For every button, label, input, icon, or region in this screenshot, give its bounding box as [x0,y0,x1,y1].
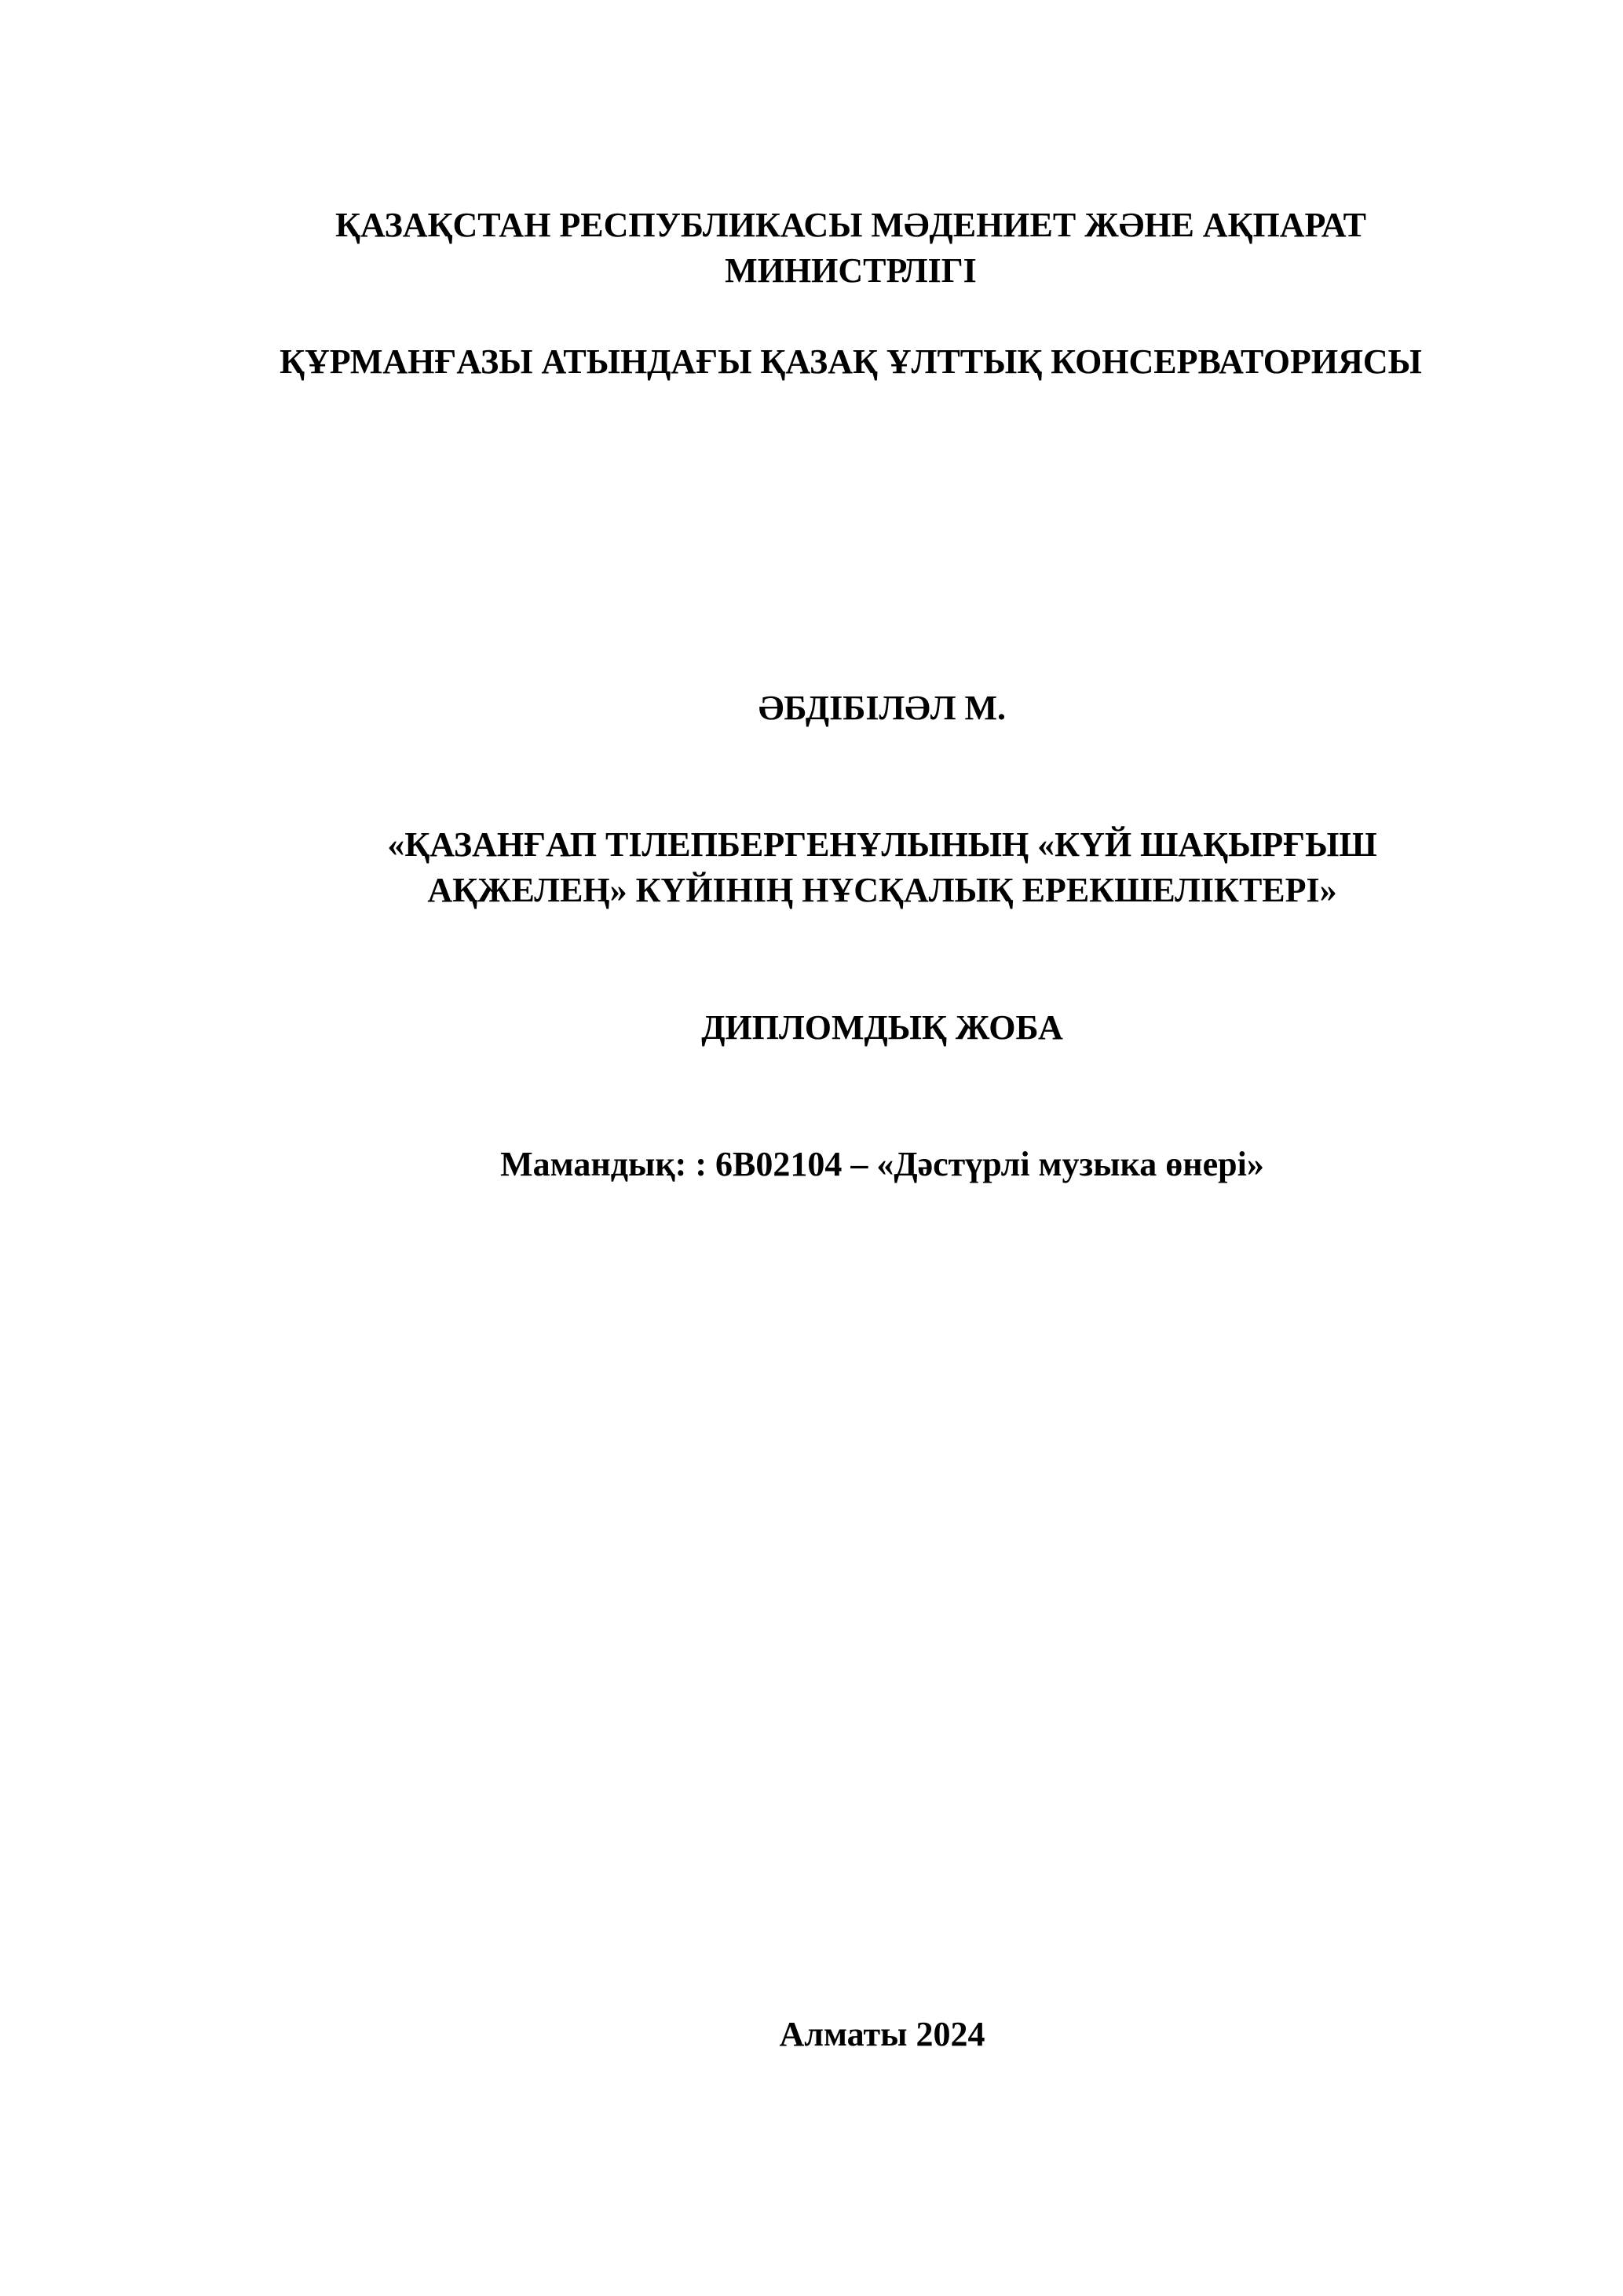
thesis-title-line-2: АҚЖЕЛЕҢ» КҮЙІНІҢ НҰСҚАЛЫҚ ЕРЕКШЕЛІКТЕРІ» [427,871,1337,909]
conservatory-heading: ҚҰРМАНҒАЗЫ АТЫНДАҒЫ ҚАЗАҚ ҰЛТТЫҚ КОНСЕРВАТОРИЯСЫ [280,342,1422,381]
author-name: ӘБДІБІЛӘЛ М. [758,689,1007,727]
city-and-year: Алматы 2024 [779,2015,985,2053]
thesis-title-line-1: «ҚАЗАНҒАП ТІЛЕПБЕРГЕНҰЛЫНЫҢ «КҮЙ ШАҚЫРҒЫШ [387,825,1377,864]
specialty-line: Мамандық: : 6В02104 – «Дәстүрлі музыка өнері» [500,1145,1264,1183]
ministry-heading-line-2: МИНИСТРЛІГІ [725,251,977,290]
ministry-heading-line-1: ҚАЗАҚСТАН РЕСПУБЛИКАСЫ МӘДЕНИЕТ ЖӘНЕ АҚПАРАТ [335,206,1366,244]
document-type: ДИПЛОМДЫҚ ЖОБА [701,1008,1063,1047]
